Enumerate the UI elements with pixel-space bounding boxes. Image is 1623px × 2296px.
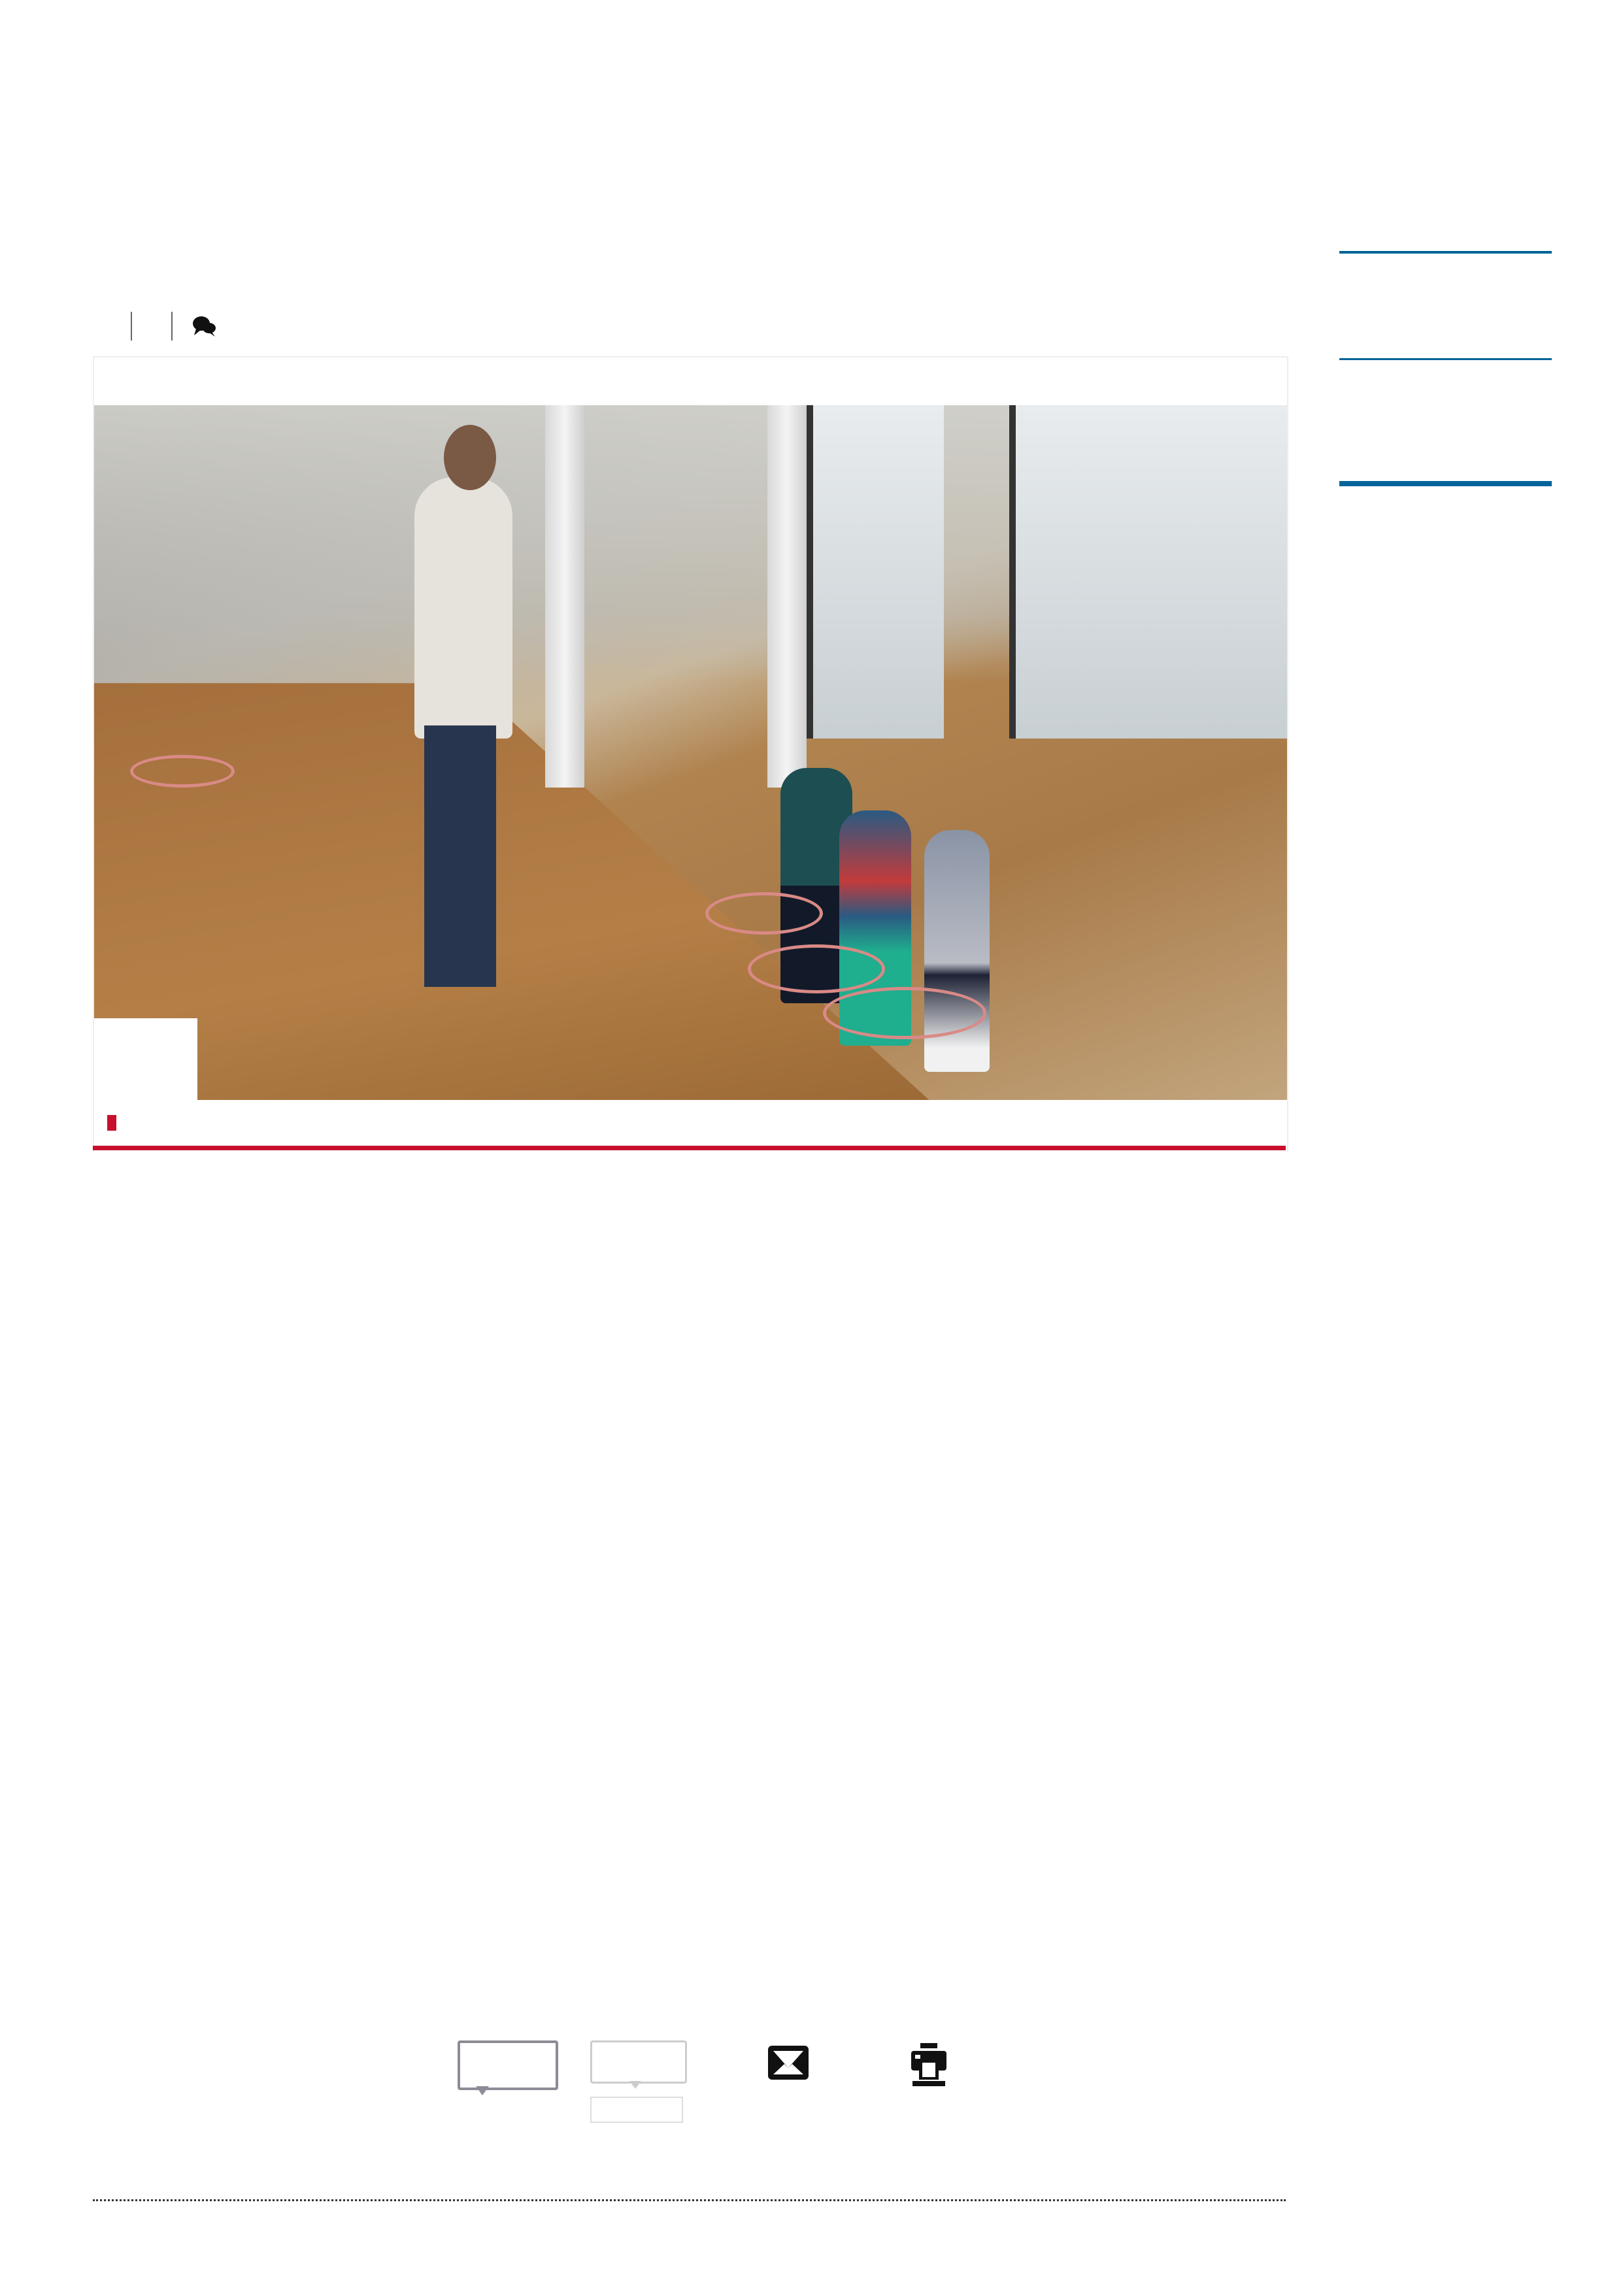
comments-icon: [192, 315, 217, 337]
sidebar-rule: [1339, 358, 1552, 360]
meta-divider: [171, 312, 173, 341]
hoop: [705, 892, 823, 935]
article-meta: [111, 310, 227, 342]
hoop: [823, 987, 986, 1039]
gplus-share-button[interactable]: [590, 2097, 683, 2123]
photo-caption: [93, 1100, 1286, 1146]
printer-icon[interactable]: [907, 2043, 950, 2086]
footer-tags: [98, 2176, 116, 2198]
window: [1009, 405, 1287, 739]
hoop: [748, 944, 885, 993]
facebook-count-tail: [476, 2086, 489, 2095]
pillar: [545, 405, 584, 788]
hoop: [130, 755, 235, 788]
react-link[interactable]: [192, 315, 227, 337]
photo-corner-mask: [94, 1018, 197, 1100]
caption-rule: [93, 1146, 1286, 1150]
gplus-count-tail: [629, 2081, 641, 2089]
facebook-count: [458, 2040, 558, 2090]
sidebar-rule: [1339, 251, 1552, 254]
gplus-count: [590, 2040, 687, 2084]
email-icon[interactable]: [768, 2046, 809, 2080]
sidebar-rule-thick: [1339, 481, 1552, 486]
instructor-figure: [414, 412, 512, 1000]
window: [807, 405, 944, 739]
meta-divider: [131, 312, 132, 341]
tags-divider: [93, 2199, 1286, 2201]
pillar: [767, 405, 807, 788]
article-photo[interactable]: [94, 405, 1287, 1100]
article-body: [216, 1229, 1203, 1256]
caption-bullet-icon: [107, 1115, 116, 1131]
